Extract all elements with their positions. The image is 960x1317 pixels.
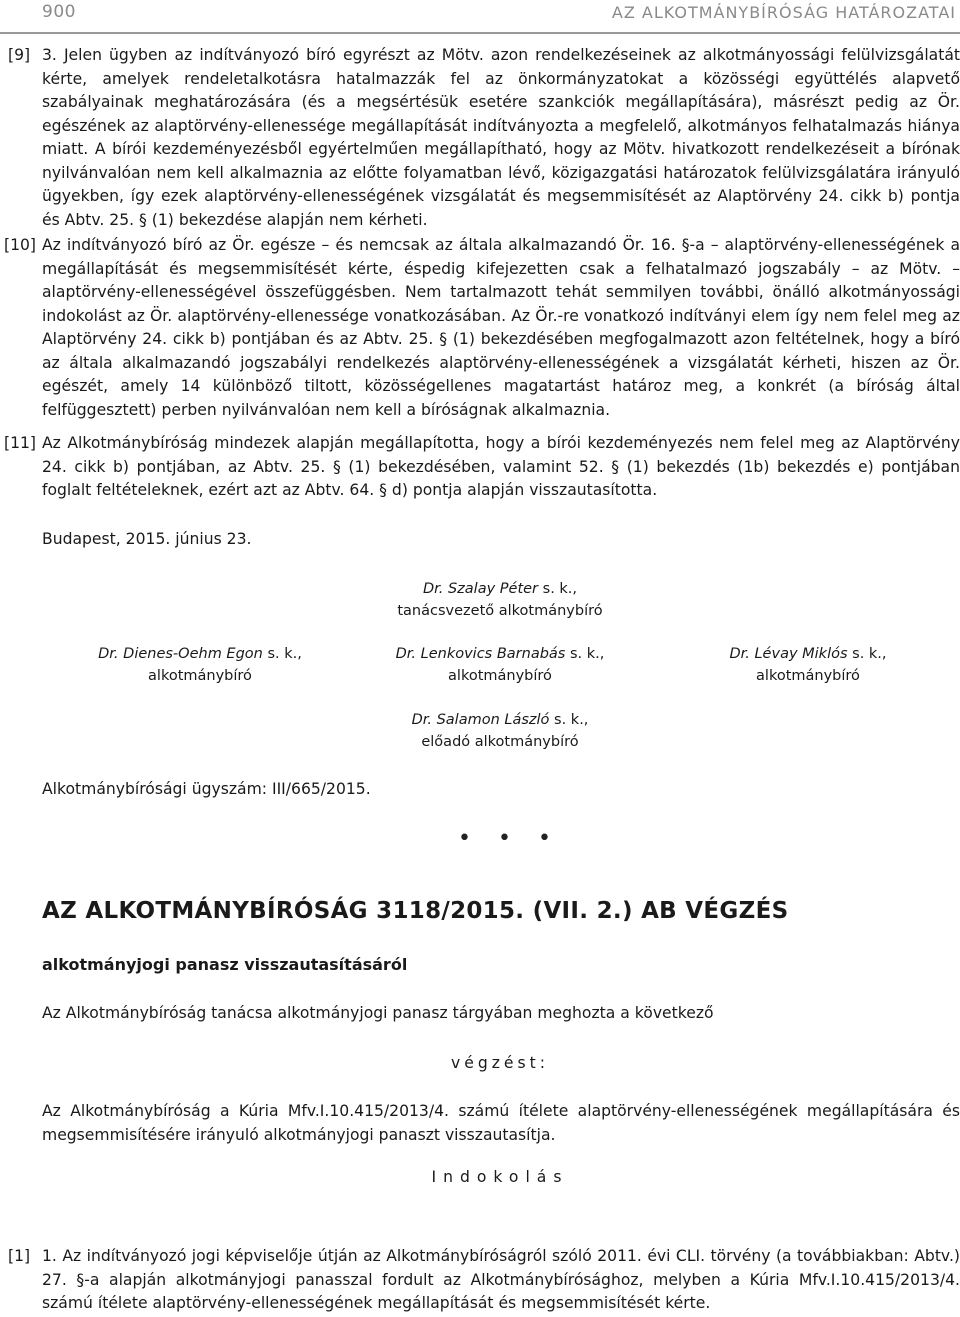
signature-right bbox=[688, 643, 928, 687]
paragraph-text: Az Alkotmánybíróság mindezek alapján megállapította, hogy a bírói kezdeményezés nem felel meg az Alaptörvény 24. cikk b) pontjában, az Abtv. 25. § (1) bekezdésében, valamint 52. § (1) bekezdés (1b) bekezdés e) pontjában foglalt feltételeknek, ezért azt az Abtv. 64. § d) pontja alapján visszautasította. bbox=[42, 434, 960, 499]
paragraph-number: [11] bbox=[4, 434, 37, 452]
page-number: 900 bbox=[42, 2, 76, 22]
signer-name: Dr. Lévay Miklós bbox=[729, 646, 848, 662]
paragraph-number: [1] bbox=[8, 1247, 31, 1265]
signer-name: Dr. Szalay Péter bbox=[422, 581, 539, 597]
signer-role: alkotmánybíró bbox=[448, 668, 552, 684]
paragraph-number: [10] bbox=[4, 236, 37, 254]
case-number: Alkotmánybírósági ügyszám: III/665/2015. bbox=[42, 780, 371, 798]
signer-role: alkotmánybíró bbox=[148, 668, 252, 684]
signer-suffix: s. k., bbox=[847, 646, 887, 662]
signer-suffix: s. k., bbox=[549, 712, 589, 728]
reasoning-heading: Indokolás bbox=[431, 1168, 569, 1186]
signer-role: tanácsvezető alkotmánybíró bbox=[397, 603, 603, 619]
signer-name: Dr. Lenkovics Barnabás bbox=[395, 646, 566, 662]
signer-suffix: s. k., bbox=[538, 581, 578, 597]
running-title: AZ ALKOTMÁNYBÍRÓSÁG HATÁROZATAI bbox=[611, 3, 956, 22]
paragraph-text: 1. Az indítványozó jogi képviselője útján az Alkotmánybíróságról szóló 2011. évi CLI. törvény (a továbbiakban: Abtv.) 27. §-a alapján alkotmányjogi panasszal fordult az Alkotmánybírósághoz, melyben a Kúria Mfv.I.10.415/2013/4. számú ítélete alaptörvény-ellenességének megállapítását és megsemmisítését kérte. bbox=[42, 1247, 960, 1312]
signature-chair bbox=[380, 578, 620, 622]
paragraph-text: Az indítványozó bíró az Ör. egésze – és nemcsak az általa alkalmazandó Ör. 16. §-a – alaptörvény-ellenességének a megállapítását és megsemmisítését kérte, éspedig kifejezetten csak a felhatalmazó jogszabály – az Mötv. – alaptörvény-ellenességével összefüggésben. Nem tartalmazott tehát semmilyen további, önálló alkotmányossági indokolást az Ör. alaptörvény-ellenessége vonatkozásában. Az Ör.-re vonatkozó indítványi elem így nem felel meg az Alaptörvény 24. cikk b) pontjában és az Abtv. 25. § (1) bekezdésében megfogalmazott azon feltételnek, hogy a bíró az általa alkalmazandó jogszabályi rendelkezés alaptörvény-ellenességének a vizsgálatát kérheti, hiszen az Ör. egészét, amely 14 különböző tiltott, közösségellenes magatartást határoz meg, a konkrét (a bíróság által felfüggesztett) perben nyilvánvalóan nem kell a bíróságnak alkalmaznia. bbox=[42, 236, 960, 419]
section-separator: • • • bbox=[458, 826, 561, 851]
signer-name: Dr. Dienes-Oehm Egon bbox=[98, 646, 263, 662]
signer-suffix: s. k., bbox=[565, 646, 605, 662]
signer-name: Dr. Salamon László bbox=[411, 712, 550, 728]
signer-suffix: s. k., bbox=[262, 646, 302, 662]
signer-role: alkotmánybíró bbox=[756, 668, 860, 684]
signature-rapporteur bbox=[380, 709, 620, 753]
signature-left bbox=[80, 643, 320, 687]
vegzes-heading: végzést: bbox=[451, 1054, 549, 1072]
ruling-subtitle: alkotmányjogi panasz visszautasításáról bbox=[42, 955, 408, 974]
paragraph-number: [9] bbox=[8, 46, 31, 64]
page-header bbox=[0, 0, 960, 34]
signer-role: előadó alkotmánybíró bbox=[421, 734, 579, 750]
ruling-title: AZ ALKOTMÁNYBÍRÓSÁG 3118/2015. (VII. 2.) AB VÉGZÉS bbox=[42, 898, 789, 924]
signature-middle bbox=[380, 643, 620, 687]
ruling-intro: Az Alkotmánybíróság tanácsa alkotmányjogi panasz tárgyában meghozta a következő bbox=[42, 1004, 714, 1022]
ruling-decision: Az Alkotmánybíróság a Kúria Mfv.I.10.415/2013/4. számú ítélete alaptörvény-ellenességének megállapítására és megsemmisítésére irányuló alkotmányjogi panaszt visszautasítja. bbox=[42, 1102, 960, 1144]
place-date: Budapest, 2015. június 23. bbox=[42, 530, 252, 548]
paragraph-text: 3. Jelen ügyben az indítványozó bíró egyrészt az Mötv. azon rendelkezéseinek az alkotmányossági felülvizsgálatát kérte, amelyek rendeletalkotásra hatalmazzák fel az önkormányzatokat a közösségi együttélés alapvető szabályainak meghatározására (és a megsértésük esetére szankciók megállapítására), másrészt pedig az Ör. egészének az alaptörvény-ellenessége megállapítását indítványozta a megfelelő, alkotmányos felhatalmazás hiánya miatt. A bírói kezdeményezésből egyértelműen megállapítható, hogy az Mötv. hivatkozott rendelkezéseit a bírónak nyilvánvalóan nem kell alkalmaznia az előtte folyamatban lévő, közigazgatási határozatok felülvizsgálatára irányuló ügyekben, így ezek alaptörvény-ellenességének vizsgálatát és megsemmisítését az Alaptörvény 24. cikk b) pontja és Abtv. 25. § (1) bekezdése alapján nem kérheti. bbox=[42, 46, 960, 229]
